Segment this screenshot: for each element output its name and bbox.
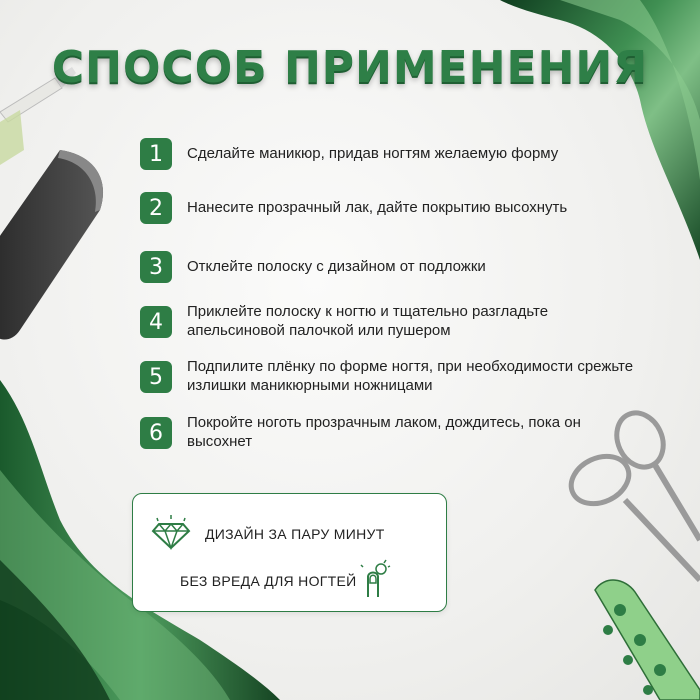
page-title: СПОСОБ ПРИМЕНЕНИЯ (51, 42, 649, 93)
step-number: 5 (140, 361, 172, 393)
step-5 (140, 360, 647, 395)
step-text: Покройте ноготь прозрачным лаком, дождитесь, пока он высохнет (187, 414, 581, 450)
step-number: 2 (140, 192, 172, 224)
step-number: 3 (140, 251, 172, 283)
step-text: Сделайте маникюр, придав ногтям желаемую форму (187, 145, 559, 162)
step-text: Приклейте полоску к ногтю и тщательно разгладьте апельсиновой палочкой или пушером (187, 303, 549, 339)
step-2 (140, 192, 567, 224)
feature-safe-label: БЕЗ ВРЕДА ДЛЯ НОГТЕЙ (180, 573, 357, 589)
step-1 (140, 138, 558, 170)
diamond-icon (151, 514, 191, 550)
clover-nail-file-image (595, 580, 700, 700)
step-number: 6 (140, 417, 172, 449)
features-card (132, 493, 447, 612)
step-text: Подпилите плёнку по форме ногтя, при необходимости срежьте излишки маникюрными ножницами (187, 358, 634, 394)
step-3 (140, 251, 486, 283)
step-text: Отклейте полоску с дизайном от подложки (187, 258, 486, 275)
step-number: 1 (140, 138, 172, 170)
feature-design-label: ДИЗАЙН ЗА ПАРУ МИНУТ (205, 526, 385, 542)
step-4 (140, 305, 627, 340)
step-number: 4 (140, 306, 172, 338)
step-text: Нанесите прозрачный лак, дайте покрытию высохнуть (187, 199, 568, 216)
nail-finger-icon (359, 559, 391, 599)
step-6 (140, 416, 607, 451)
nail-file-image (0, 150, 103, 339)
